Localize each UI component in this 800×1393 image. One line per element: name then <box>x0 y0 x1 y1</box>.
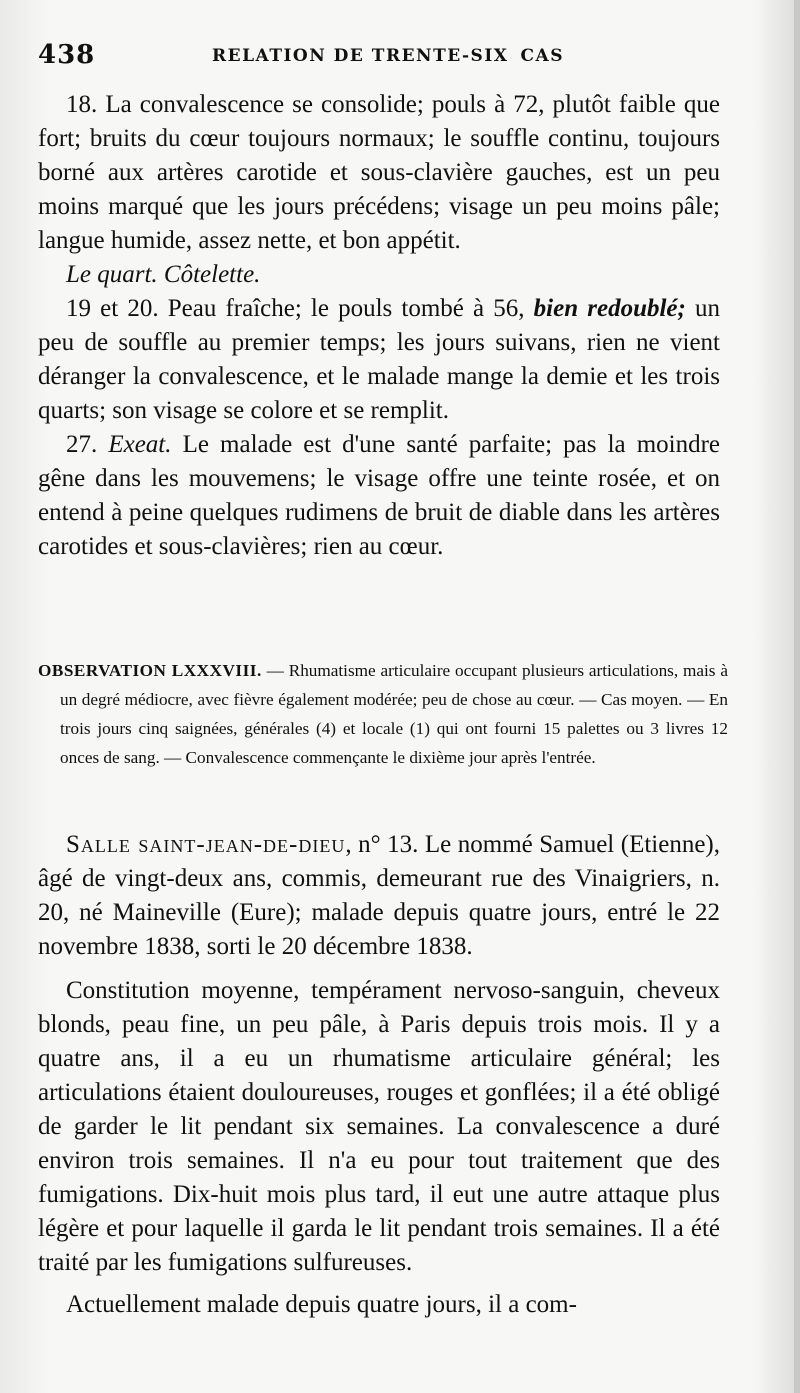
case-intro-paragraph <box>38 828 720 964</box>
page-number: 438 <box>38 40 96 70</box>
emphasis-text: Exeat. <box>108 431 172 458</box>
running-head <box>38 46 738 66</box>
day-number: 18. <box>66 91 106 118</box>
observation-title: OBSERVATION LXXXVIII. <box>38 661 262 680</box>
case-history-paragraph: Constitution moyenne, tempérament nervoso-sanguin, cheveux blonds, peau fine, un peu pâle, à Paris depuis trois mois. Il y a quatre ans, il a eu un rhumatisme articulaire général; les articulations étaient douloureuses, rouges et gonflées; il a été obligé de garder le lit pendant six semaines. La convalescence a duré environ trois semaines. Il n'a eu pour tout traitement que des fumigations. Dix-huit mois plus tard, il eut une autre attaque plus légère et pour laquelle il garda le lit pendant trois semaines. Il a été traité par les fumigations sulfureuses. <box>38 977 720 1276</box>
case-text-block <box>38 828 720 1322</box>
running-head-right: CAS <box>520 46 564 66</box>
paragraph-day-27 <box>38 428 720 564</box>
diet-note: Le quart. Côtelette. <box>66 261 261 288</box>
case-current-paragraph: Actuellement malade depuis quatre jours, il a com- <box>66 1291 577 1318</box>
paragraph-text: Peau fraîche; le pouls tombé à 56, <box>167 295 534 322</box>
paragraph-text: Le malade est d'une santé parfaite; pas la moindre gêne dans les mouvemens; le visage offre une teinte rosée, et on entend à peine quelques rudimens de bruit de diable dans les artères carotides et sous-clavières; rien au cœur. <box>38 431 721 560</box>
day-number: 27. <box>66 431 109 458</box>
emphasis-text: bien redoublé; <box>533 295 686 322</box>
running-head-left: RELATION DE TRENTE-SIX <box>212 46 509 66</box>
bed-number: , n° 13. <box>345 831 419 858</box>
page-header <box>38 36 738 76</box>
observation-text: — Rhumatisme articulaire occupant plusieurs articulations, mais à un degré médiocre, avec fièvre également modérée; peu de chose au cœur. — Cas moyen. — En trois jours cinq saignées, générales (4) et locale (1) qui ont fourni 15 palettes ou 3 livres 12 onces de sang. — Convalescence commençante le dixième jour après l'entrée. <box>60 661 729 767</box>
ward-name: Salle saint-jean-de-dieu <box>66 831 346 858</box>
observation-block <box>38 656 728 772</box>
paragraph-text: un peu de souffle au premier temps; les jours suivans, rien ne vient déranger la convalescence, et le malade mange la demie et les trois quarts; son visage se colore et se remplit. <box>38 295 720 424</box>
top-text-block <box>38 88 720 564</box>
observation-summary <box>38 656 728 772</box>
paragraph-text: Le nommé Samuel (Etienne), âgé de vingt-deux ans, commis, demeurant rue des Vinaigriers, n. 20, né Maineville (Eure); malade depuis quatre jours, entré le 22 novembre 1838, sorti le 20 décembre 1838. <box>38 831 720 960</box>
page-edge <box>794 0 800 1393</box>
paragraph-text: La convalescence se consolide; pouls à 72, plutôt faible que fort; bruits du cœur toujours normaux; le souffle continu, toujours borné aux artères carotide et sous-clavière gauches, est un peu moins marqué que les jours précédens; visage un peu moins pâle; langue humide, assez nette, et bon appétit. <box>38 91 720 254</box>
day-number: 19 et 20. <box>66 295 168 322</box>
paragraph-day-18 <box>38 88 720 258</box>
paragraph-day-19-20 <box>38 292 720 428</box>
